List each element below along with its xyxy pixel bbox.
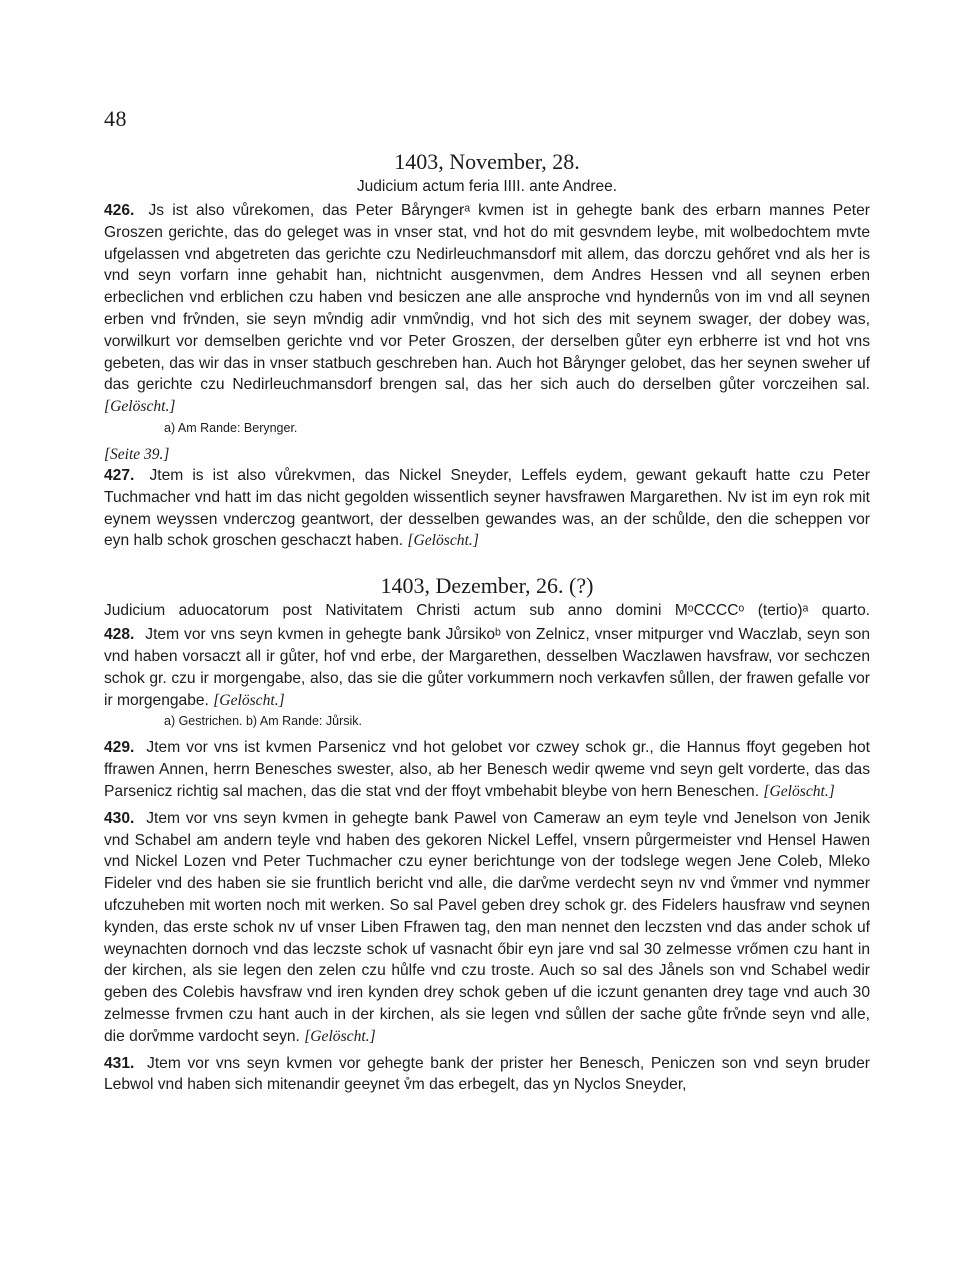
- document-body: [104, 148, 870, 1096]
- section-date-heading: 1403, November, 28.: [394, 149, 580, 174]
- entry-number: 431.: [104, 1054, 135, 1072]
- deletion-note: [Gelöscht.]: [104, 398, 176, 416]
- entry-number: 427.: [104, 466, 135, 484]
- footnote: a) Am Rande: Berynger.: [164, 420, 298, 435]
- section-subtitle: Judicium aduocatorum post Nativitatem Christi actum sub anno domini MᵒCCCCᵒ (tertio)ᵃ quarto.: [104, 602, 870, 620]
- page-number: 48: [104, 106, 127, 131]
- entry-text: Jtem vor vns seyn kvmen vor gehegte bank der prister her Benesch, Peniczen son vnd seyn bruder Lebwol vnd haben sich mitenandir geeynet v̊m das erbegelt, das yn Nyclos Sneyder,: [104, 1054, 870, 1094]
- entry-text: Jtem vor vns ist kvmen Parsenicz vnd hot gelobet vor czwey schok gr., die Hannus ffoyt gegeben hot ffrawen Annen, herrn Benesches swester, also, ab her Benesch wedir qweme vnd seyn gelt vorderte, das das Parsenicz richtig sal machen, das die stat vnd der ffoyt vmbehabit bleybe von hern Beneschen.: [104, 739, 870, 800]
- deletion-note: [Gelöscht.]: [407, 532, 479, 550]
- deletion-note: [Gelöscht.]: [213, 691, 285, 709]
- entry-427: [104, 465, 870, 552]
- entry-text: Jtem vor vns seyn kvmen in gehegte bank Pawel von Cameraw an eym teyle vnd Jenelson von Jenik vnd Schabel am andern teyle vnd haben des gekoren Nickel Leffel, vnsern půrgermeister vnd Hensel Hawen vnd Nickel Lozen vnd Peter Tuchmacher czu eyner berichtunge von der todslege wegen Jene Coleb, Mleko Fideler vnd des haben sie sie fruntlich bericht vnd alle, die darv̊me verdecht seyn nv vnd v̊mmer vnd nymmer ufczuheben mit worten noch mit werken. So sal Pavel geben drey schok gr. des Fidelers hausfraw vnd seynen kynden, das erste schok nv uf vnser Liben Ffrawen tag, den man nennet den leczsten vnd das ander schok uf weynachten dornoch vnd das leczste schok uf vasnacht őbir eyn jare vnd sal 30 zelmesse vrőmen czu hant in der kirchen, als sie legen den zelen czu hůlfe vnd czu troste. Auch so sal des Jånels son vnd Schabel wedir geben des Colebis havsfraw vnd iren kynden drey schok geben uf die iczunt genanten drey tage vnd auch 30 zelmesse frvmen czu hant auch in der kirchen, als sie legen vnd sůllen der sache gůte frv̊nde seyn vnd alle, die dorv̊mme vardocht seyn.: [104, 809, 870, 1045]
- entry-428: [104, 624, 870, 711]
- section-subtitle: Judicium actum feria IIII. ante Andree.: [356, 178, 618, 195]
- entry-number: 428.: [104, 626, 135, 644]
- footnote: a) Gestrichen. b) Am Rande: Jůrsik.: [164, 714, 362, 729]
- entry-number: 426.: [104, 202, 135, 219]
- entry-text: Js ist also vůrekomen, das Peter Båryngerᵃ kvmen ist in gehegte bank des erbarn mannes Peter Groszen gerichte, das do geleget was in vnser stat, vnd hot do mit gesvndem leybe, mit wolbedochtem mvte ufgelassen vnd abgetreten das gerichte czu Nedirleuchmansdorf mit allem, das dorczu gehőret vnd als her is vnd seyn vorfarn inne gehabit han, nichtnicht ausgenvmen, dem Andres Hessen vnd all seynen erben erbeclichen vnd erblichen czu haben vnd besiczen ane alle ansproche vnd hyndernůs von im vnd all seynen erben vnd frv̊nden, sie seyn mv̊ndig adir vnmv̊ndig, vnd hot sich des mit seynem swager, der dobey was, vorwilkurt vor demselben gerichte vnd vor Peter Groszen, der derselben gůter eyn erbherre ist vnd hot vns gebeten, das wir das in vnser statbuch geschreben han. Auch hot Bårynger gelobet, das her seynen sweher uf das gerichte czu Nedirleuchmansdorf brengen sal, das her sich auch do derselben gůter vorczeihen sal.: [104, 202, 870, 394]
- entry-number: 429.: [104, 739, 135, 757]
- entry-430: [104, 808, 870, 1048]
- deletion-note: [Gelöscht.]: [763, 782, 835, 800]
- entry-429: [104, 737, 870, 802]
- entry-431: [104, 1053, 870, 1097]
- section-date-heading: 1403, Dezember, 26. (?): [380, 573, 594, 599]
- entry-text: Jtem is ist also vůrekvmen, das Nickel Sneyder, Leffels eydem, gewant gekauft hatte czu Peter Tuchmacher vnd hatt im das nicht gegolden wissentlich seyner havsfrawen Margarethen. Nv ist im eyn rok mit eynem weyssen vnderczog geantwort, der desselben gewandes was, an der schůlde, den die scheppen vor eyn halb schok groschen geschaczt haben.: [104, 466, 871, 550]
- entry-number: 430.: [104, 809, 135, 827]
- entry-426: [104, 200, 870, 418]
- page-reference: [Seite 39.]: [104, 445, 170, 463]
- entry-text: Jtem vor vns seyn kvmen in gehegte bank Jůrsikoᵇ von Zelnicz, vnser mitpurger vnd Waczlab, seyn son vnd haben vorsaczt all ir gůter, hof vnd erbe, der Margarethen, desselben Waczlawen havsfraw, vor sechczen schok gr. czu ir morgengabe, also, das sie die gůter vorkummern noch verkavfen sůllen, der frawen gefalle vor ir morgengabe.: [104, 626, 870, 709]
- deletion-note: [Gelöscht.]: [304, 1027, 376, 1045]
